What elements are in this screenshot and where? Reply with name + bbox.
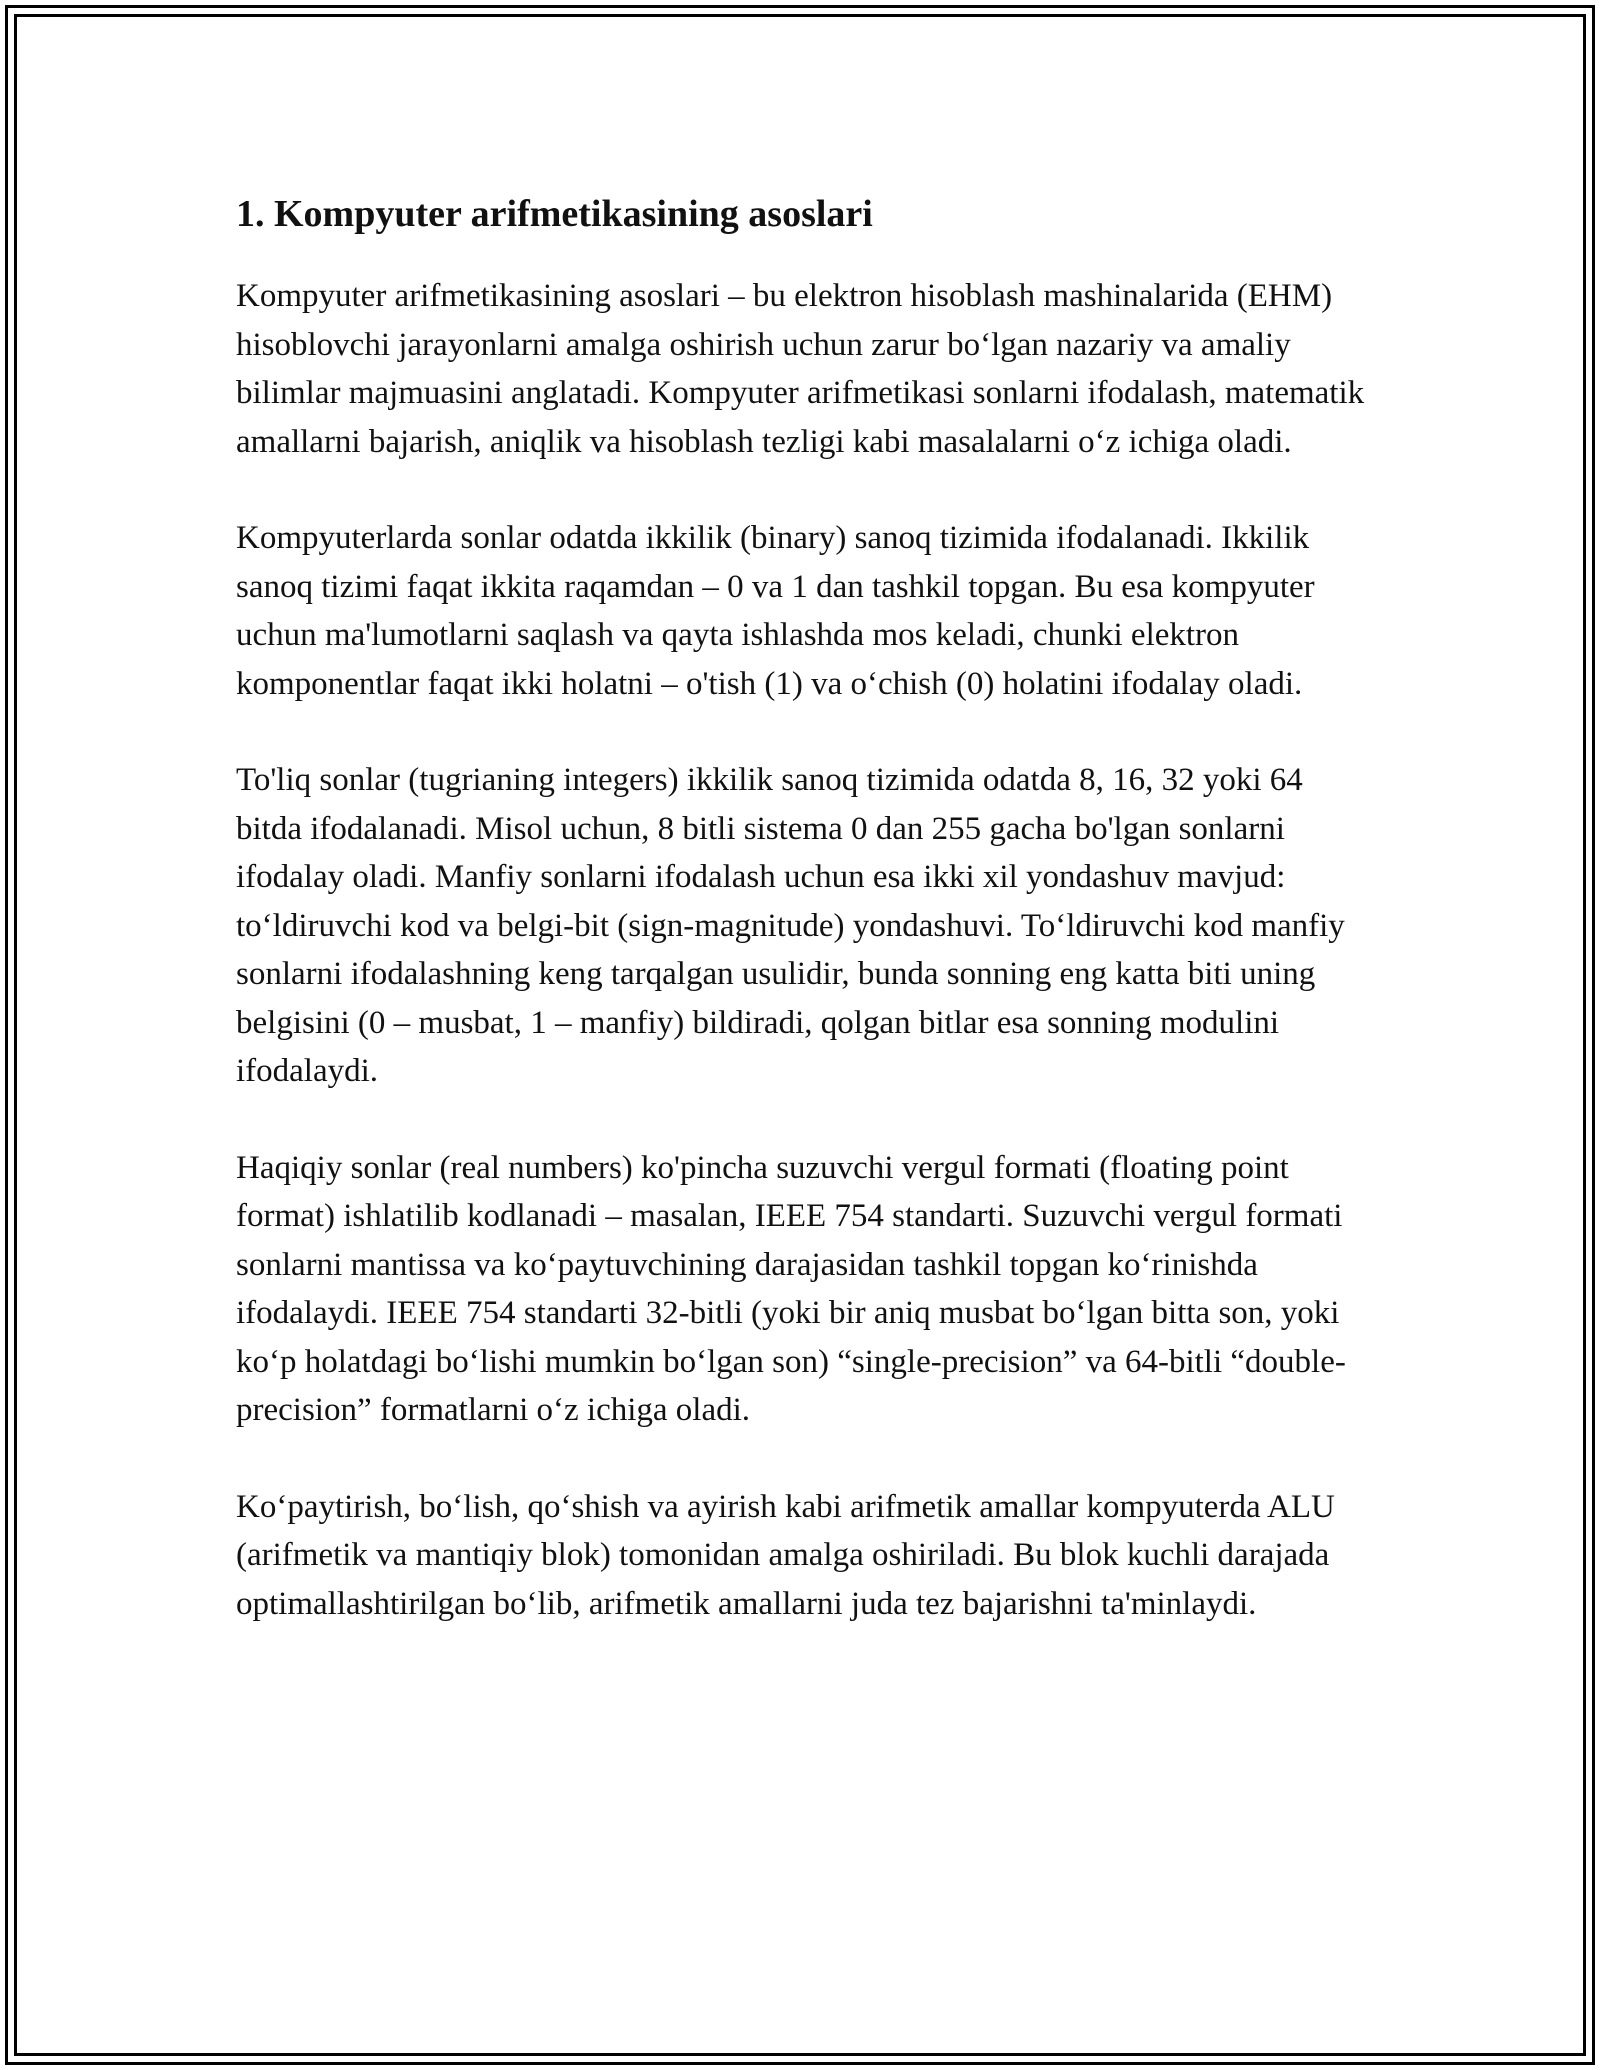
paragraph-alu: Koʻpaytirish, boʻlish, qoʻshish va ayirish kabi arifmetik amallar kompyuterda ALU (arifmetik va mantiqiy blok) tomonidan amalga oshiriladi. Bu blok kuchli darajada optimallashtirilgan boʻlib, arifmetik amallarni juda tez bajarishni ta'minlaydi. bbox=[236, 1488, 1335, 1622]
paragraph-integers: To'liq sonlar (tugrianing integers) ikkilik sanoq tizimida odatda 8, 16, 32 yoki 64 bitda ifodalanadi. Misol uchun, 8 bitli sistema 0 dan 255 gacha bo'lgan sonlarni ifodalay oladi. Manfiy sonlarni ifodalash uchun esa ikki xil yondashuv mavjud: toʻldiruvchi kod va belgi-bit (sign-magnitude) yondashuvi. Toʻldiruvchi kod manfiy sonlarni ifodalashning keng tarqalgan usulidir, bunda sonning eng katta biti uning belgisini (0 – musbat, 1 – manfiy) bildiradi, qolgan bitlar esa sonning modulini ifodalaydi. bbox=[236, 762, 1345, 1089]
paragraph-intro: Kompyuter arifmetikasining asoslari – bu elektron hisoblash mashinalarida (EHM) hisoblovchi jarayonlarni amalga oshirish uchun zarur boʻlgan nazariy va amaliy bilimlar majmuasini anglatadi. Kompyuter arifmetikasi sonlarni ifodalash, matematik amallarni bajarish, aniqlik va hisoblash tezligi kabi masalalarni oʻz ichiga oladi. bbox=[236, 278, 1365, 460]
paragraph-binary: Kompyuterlarda sonlar odatda ikkilik (binary) sanoq tizimida ifodalanadi. Ikkilik sanoq tizimi faqat ikkita raqamdan – 0 va 1 dan tashkil topgan. Bu esa kompyuter uchun ma'lumotlarni saqlash va qayta ishlashda mos keladi, chunki elektron komponentlar faqat ikki holatni – o'tish (1) va oʻchish (0) holatini ifodalay oladi. bbox=[236, 520, 1315, 702]
document-title: 1. Kompyuter arifmetikasining asoslari bbox=[236, 193, 873, 235]
document-body bbox=[236, 186, 1366, 1676]
paragraph-floating-point: Haqiqiy sonlar (real numbers) ko'pincha suzuvchi vergul formati (floating point format) ishlatilib kodlanadi – masalan, IEEE 754 standarti. Suzuvchi vergul formati sonlarni mantissa va koʻpaytuvchining darajasidan tashkil topgan koʻrinishda ifodalaydi. IEEE 754 standarti 32-bitli (yoki bir aniq musbat boʻlgan bitta son, yoki koʻp holatdagi boʻlishi mumkin boʻlgan son) “single-precision” va 64-bitli “double-precision” formatlarni oʻz ichiga oladi. bbox=[236, 1149, 1346, 1428]
